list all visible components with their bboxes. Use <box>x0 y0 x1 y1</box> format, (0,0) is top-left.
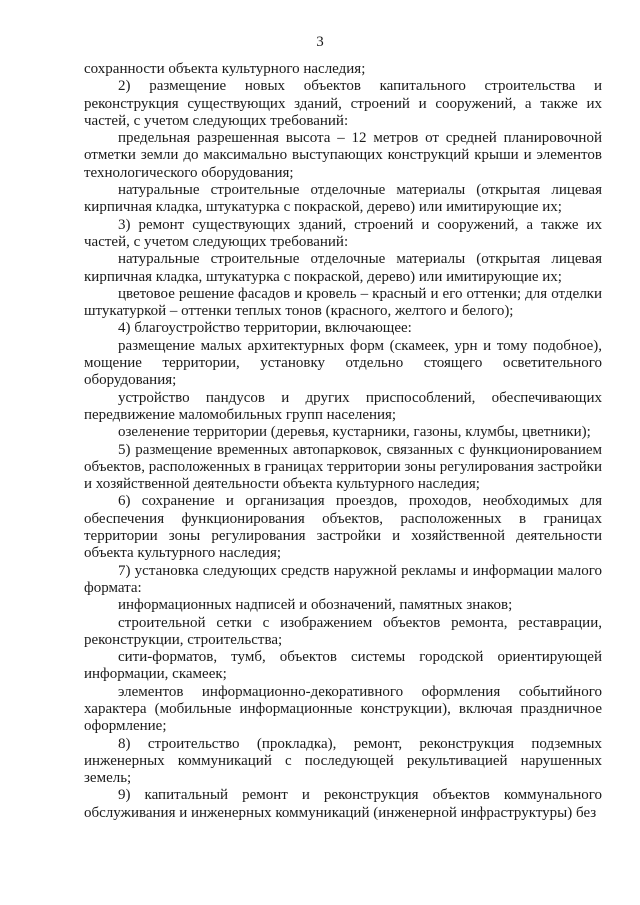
paragraph: элементов информационно-декоративного оформления событийного характера (мобильные информационные конструкции), включая праздничное оформление; <box>84 683 602 735</box>
document-body <box>84 61 602 822</box>
paragraph: 2) размещение новых объектов капитального строительства и реконструкция существующих зданий, строений и сооружений, а также их частей, с учетом следующих требований: <box>84 78 602 129</box>
paragraph: 7) установка следующих средств наружной рекламы и информации малого формата: <box>84 562 602 596</box>
paragraph: сохранности объекта культурного наследия; <box>84 61 366 77</box>
paragraph: озеленение территории (деревья, кустарники, газоны, клумбы, цветники); <box>118 424 591 441</box>
paragraph: натуральные строительные отделочные материалы (открытая лицевая кирпичная кладка, штукатурка с покраской, дерево) или имитирующие их; <box>84 251 602 285</box>
paragraph: 6) сохранение и организация проездов, проходов, необходимых для обеспечения функционирования объектов, расположенных в границах территории зоны регулирования застройки и хозяйственной деятельности объекта культурного наследия; <box>84 493 602 562</box>
paragraph: 9) капитальный ремонт и реконструкция объектов коммунального обслуживания и инженерных коммуникаций (инженерной инфраструктуры) без <box>84 787 602 821</box>
paragraph: размещение малых архитектурных форм (скамеек, урн и тому подобное), мощение территории, установку отдельно стоящего осветительного оборудования; <box>84 337 602 389</box>
paragraph: цветовое решение фасадов и кровель – красный и его оттенки; для отделки штукатуркой – оттенки теплых тонов (красного, желтого и белого); <box>84 285 602 320</box>
paragraph: 4) благоустройство территории, включающее: <box>118 320 412 337</box>
paragraph: 8) строительство (прокладка), ремонт, реконструкция подземных инженерных коммуникаций с последующей рекультивацией нарушенных земель; <box>84 735 602 787</box>
paragraph: 3) ремонт существующих зданий, строений и сооружений, а также их частей, с учетом следующих требований: <box>84 216 602 250</box>
paragraph: предельная разрешенная высота – 12 метров от средней планировочной отметки земли до максимально выступающих конструкций крыши и элементов технологического оборудования; <box>84 130 602 181</box>
paragraph: информационных надписей и обозначений, памятных знаков; <box>118 597 513 614</box>
paragraph: 5) размещение временных автопарковок, связанных с функционированием объектов, расположенных в границах территории зоны регулирования застройки и хозяйственной деятельности объекта культурного наследия; <box>84 441 602 493</box>
paragraph: натуральные строительные отделочные материалы (открытая лицевая кирпичная кладка, штукатурка с покраской, дерево) или имитирующие их; <box>84 182 602 216</box>
paragraph: строительной сетки с изображением объектов ремонта, реставрации, реконструкции, строительства; <box>84 614 602 648</box>
paragraph: сити-форматов, тумб, объектов системы городской ориентирующей информации, скамеек; <box>84 649 602 683</box>
page-number: 3 <box>316 34 324 50</box>
paragraph: устройство пандусов и других приспособлений, обеспечивающих передвижение маломобильных групп населения; <box>84 389 602 423</box>
